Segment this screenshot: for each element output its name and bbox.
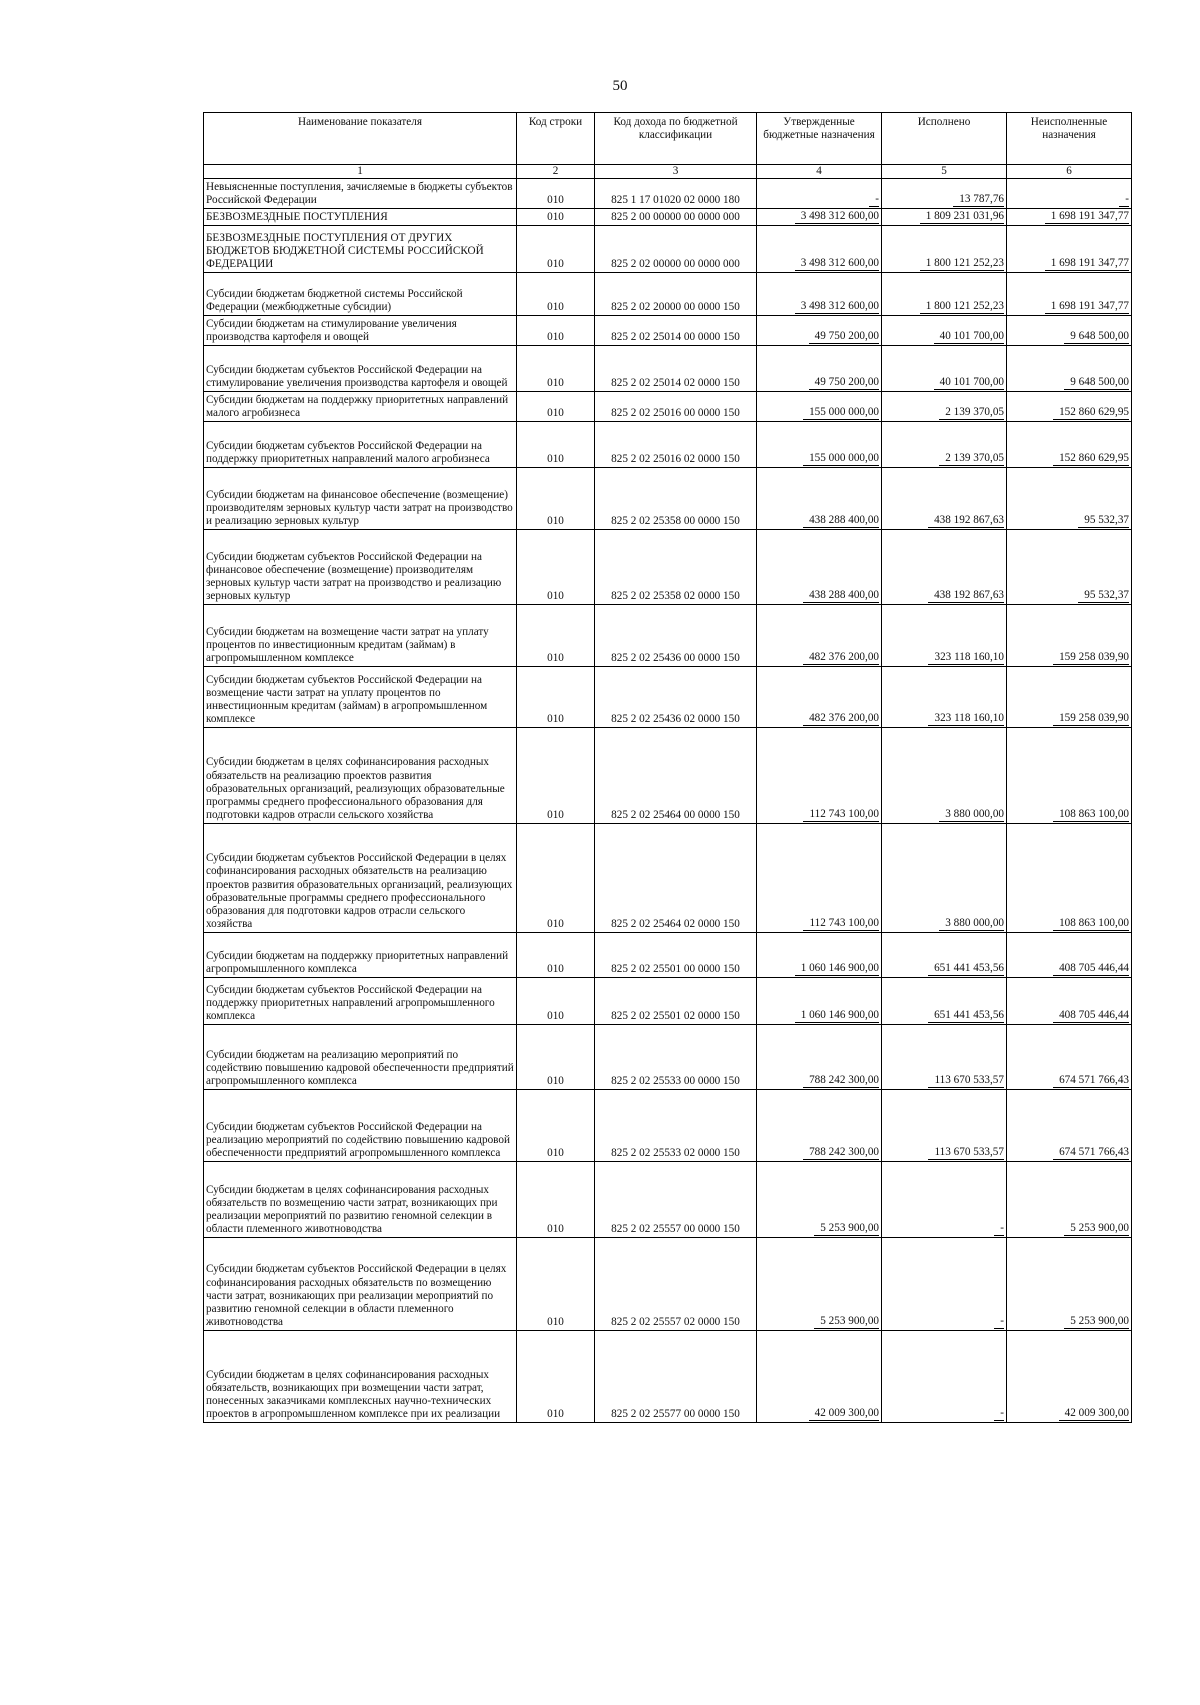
row-unexecuted [1007, 605, 1132, 667]
row-approved-value: 438 288 400,00 [803, 514, 879, 528]
table-row [204, 1238, 1132, 1331]
row-unexecuted [1007, 316, 1132, 346]
row-income-code: 825 2 02 25533 02 0000 150 [595, 1090, 757, 1162]
column-number: 2 [517, 165, 595, 179]
row-income-code: 825 2 02 25557 00 0000 150 [595, 1162, 757, 1238]
row-name: Субсидии бюджетам субъектов Российской Федерации в целях софинансирования расходных обязательств на реализацию проектов развития образовательных организаций, реализующих образовательные программы среднего профессионального образования для подготовки кадров отрасли сельского хозяйства [204, 824, 517, 933]
header-unexecuted: Неисполненные назначения [1007, 113, 1132, 165]
row-approved-value: 1 060 146 900,00 [795, 962, 879, 976]
row-income-code: 825 2 02 00000 00 0000 000 [595, 226, 757, 273]
column-number: 1 [204, 165, 517, 179]
row-income-code: 825 2 02 25436 02 0000 150 [595, 667, 757, 728]
row-name: Субсидии бюджетам субъектов Российской Федерации на возмещение части затрат на уплату процентов по инвестиционным кредитам (займам) в агропромышленном комплексе [204, 667, 517, 728]
row-executed-value: 1 800 121 252,23 [920, 257, 1004, 271]
table-row [204, 316, 1132, 346]
row-unexecuted-value: 5 253 900,00 [1064, 1222, 1129, 1236]
row-approved-value: 482 376 200,00 [803, 712, 879, 726]
row-approved-value: 5 253 900,00 [814, 1222, 879, 1236]
row-income-code: 825 2 02 25501 00 0000 150 [595, 933, 757, 978]
row-unexecuted-value: 1 698 191 347,77 [1045, 210, 1129, 224]
row-approved [757, 1025, 882, 1090]
column-number: 4 [757, 165, 882, 179]
row-executed-value: 3 880 000,00 [939, 917, 1004, 931]
row-approved-value: 49 750 200,00 [809, 376, 879, 390]
row-name: Субсидии бюджетам в целях софинансирования расходных обязательств по возмещению части затрат, возникающих при реализации мероприятий по развитию геномной селекции в области племенного животноводства [204, 1162, 517, 1238]
row-executed-value: 438 192 867,63 [928, 589, 1004, 603]
row-executed-value: 651 441 453,56 [928, 1009, 1004, 1023]
row-executed [882, 1162, 1007, 1238]
row-executed-value: 2 139 370,05 [939, 452, 1004, 466]
row-name: Субсидии бюджетам субъектов Российской Федерации на поддержку приоритетных направлений агропромышленного комплекса [204, 978, 517, 1025]
row-name: Субсидии бюджетам в целях софинансирования расходных обязательств на реализацию проектов развития образовательных организаций, реализующих образовательные программы среднего профессионального образования для подготовки кадров отрасли сельского хозяйства [204, 728, 517, 824]
row-executed [882, 1238, 1007, 1331]
row-executed-value: 323 118 160,10 [928, 712, 1004, 726]
row-executed [882, 273, 1007, 316]
row-name: БЕЗВОЗМЕЗДНЫЕ ПОСТУПЛЕНИЯ [204, 209, 517, 226]
row-unexecuted [1007, 346, 1132, 392]
row-unexecuted-value: 42 009 300,00 [1059, 1407, 1129, 1421]
row-unexecuted-value: 159 258 039,90 [1053, 712, 1129, 726]
row-executed [882, 667, 1007, 728]
table-row [204, 605, 1132, 667]
row-code: 010 [517, 667, 595, 728]
row-unexecuted [1007, 667, 1132, 728]
row-approved-value: 788 242 300,00 [803, 1146, 879, 1160]
row-approved-value: 482 376 200,00 [803, 651, 879, 665]
row-income-code: 825 1 17 01020 02 0000 180 [595, 179, 757, 209]
row-executed [882, 978, 1007, 1025]
column-numbers-row [204, 165, 1132, 179]
row-code: 010 [517, 179, 595, 209]
row-approved-value: 155 000 000,00 [803, 452, 879, 466]
row-executed-value: 323 118 160,10 [928, 651, 1004, 665]
row-code: 010 [517, 316, 595, 346]
row-approved-value: 3 498 312 600,00 [795, 210, 879, 224]
row-code: 010 [517, 605, 595, 667]
page-number: 50 [612, 78, 628, 94]
row-executed-value: 40 101 700,00 [934, 376, 1004, 390]
row-executed-value: 113 670 533,57 [928, 1074, 1004, 1088]
row-name: Субсидии бюджетам на возмещение части затрат на уплату процентов по инвестиционным кредитам (займам) в агропромышленном комплексе [204, 605, 517, 667]
row-unexecuted [1007, 728, 1132, 824]
row-executed [882, 392, 1007, 422]
row-unexecuted-value: 1 698 191 347,77 [1045, 300, 1129, 314]
row-executed [882, 346, 1007, 392]
row-executed [882, 1090, 1007, 1162]
row-unexecuted [1007, 824, 1132, 933]
header-row-code: Код строки [517, 113, 595, 165]
row-approved-value: 112 743 100,00 [803, 808, 879, 822]
row-code: 010 [517, 1238, 595, 1331]
row-approved-value: 112 743 100,00 [803, 917, 879, 931]
row-code: 010 [517, 346, 595, 392]
row-income-code: 825 2 02 25016 00 0000 150 [595, 392, 757, 422]
row-unexecuted-value: 95 532,37 [1078, 514, 1129, 528]
row-approved [757, 468, 882, 530]
table-row [204, 530, 1132, 605]
row-code: 010 [517, 422, 595, 468]
header-executed: Исполнено [882, 113, 1007, 165]
row-approved-value: 42 009 300,00 [809, 1407, 879, 1421]
table-row [204, 1090, 1132, 1162]
row-approved [757, 209, 882, 226]
table-row [204, 422, 1132, 468]
row-executed-value: 2 139 370,05 [939, 406, 1004, 420]
table-header-row [204, 113, 1132, 165]
row-income-code: 825 2 02 25016 02 0000 150 [595, 422, 757, 468]
row-income-code: 825 2 02 25436 00 0000 150 [595, 605, 757, 667]
row-approved [757, 978, 882, 1025]
row-executed [882, 209, 1007, 226]
row-income-code: 825 2 02 25577 00 0000 150 [595, 1331, 757, 1423]
row-executed [882, 824, 1007, 933]
row-name: БЕЗВОЗМЕЗДНЫЕ ПОСТУПЛЕНИЯ ОТ ДРУГИХ БЮДЖЕТОВ БЮДЖЕТНОЙ СИСТЕМЫ РОССИЙСКОЙ ФЕДЕРАЦИИ [204, 226, 517, 273]
row-name: Субсидии бюджетам в целях софинансирования расходных обязательств, возникающих при возмещении части затрат, понесенных заказчиками комплексных научно-технических проектов в агропромышленном комплексе при их реализации [204, 1331, 517, 1423]
row-income-code: 825 2 02 25358 00 0000 150 [595, 468, 757, 530]
row-approved [757, 273, 882, 316]
row-executed-value: - [994, 1407, 1004, 1421]
row-executed-value: 651 441 453,56 [928, 962, 1004, 976]
row-name: Субсидии бюджетам на поддержку приоритетных направлений малого агробизнеса [204, 392, 517, 422]
table-row [204, 346, 1132, 392]
row-unexecuted-value: 674 571 766,43 [1053, 1146, 1129, 1160]
row-unexecuted-value: 1 698 191 347,77 [1045, 257, 1129, 271]
row-unexecuted [1007, 530, 1132, 605]
row-code: 010 [517, 824, 595, 933]
row-unexecuted-value: 9 648 500,00 [1064, 376, 1129, 390]
row-name: Субсидии бюджетам субъектов Российской Федерации в целях софинансирования расходных обязательств по возмещению части затрат, возникающих при реализации мероприятий по развитию геномной селекции в области племенного животноводства [204, 1238, 517, 1331]
row-executed-value: 1 800 121 252,23 [920, 300, 1004, 314]
row-approved-value: 438 288 400,00 [803, 589, 879, 603]
row-income-code: 825 2 02 25464 00 0000 150 [595, 728, 757, 824]
row-unexecuted-value: 95 532,37 [1078, 589, 1129, 603]
row-unexecuted-value: - [1119, 193, 1129, 207]
row-unexecuted [1007, 1090, 1132, 1162]
row-approved [757, 179, 882, 209]
row-income-code: 825 2 02 25358 02 0000 150 [595, 530, 757, 605]
row-code: 010 [517, 1331, 595, 1423]
row-approved [757, 392, 882, 422]
row-approved [757, 933, 882, 978]
table-row [204, 179, 1132, 209]
row-unexecuted [1007, 1162, 1132, 1238]
row-approved [757, 1331, 882, 1423]
row-executed-value: 1 809 231 031,96 [920, 210, 1004, 224]
row-unexecuted-value: 159 258 039,90 [1053, 651, 1129, 665]
table-row [204, 933, 1132, 978]
row-approved-value: 49 750 200,00 [809, 330, 879, 344]
row-executed [882, 179, 1007, 209]
row-approved-value: 3 498 312 600,00 [795, 257, 879, 271]
row-code: 010 [517, 728, 595, 824]
row-approved [757, 422, 882, 468]
row-approved [757, 530, 882, 605]
row-name: Субсидии бюджетам субъектов Российской Федерации на стимулирование увеличения производства картофеля и овощей [204, 346, 517, 392]
row-executed [882, 422, 1007, 468]
table-row [204, 1162, 1132, 1238]
row-code: 010 [517, 933, 595, 978]
row-code: 010 [517, 1162, 595, 1238]
row-approved [757, 346, 882, 392]
row-approved [757, 605, 882, 667]
column-number: 5 [882, 165, 1007, 179]
table-row [204, 209, 1132, 226]
row-unexecuted [1007, 209, 1132, 226]
row-executed-value: 438 192 867,63 [928, 514, 1004, 528]
row-unexecuted [1007, 226, 1132, 273]
row-executed [882, 226, 1007, 273]
row-code: 010 [517, 468, 595, 530]
row-approved [757, 316, 882, 346]
row-approved-value: 788 242 300,00 [803, 1074, 879, 1088]
table-row [204, 978, 1132, 1025]
row-code: 010 [517, 1025, 595, 1090]
table-row [204, 392, 1132, 422]
row-name: Субсидии бюджетам субъектов Российской Федерации на поддержку приоритетных направлений малого агробизнеса [204, 422, 517, 468]
row-income-code: 825 2 02 25464 02 0000 150 [595, 824, 757, 933]
row-executed [882, 728, 1007, 824]
row-unexecuted [1007, 468, 1132, 530]
row-approved [757, 1238, 882, 1331]
table-row [204, 468, 1132, 530]
row-approved [757, 1162, 882, 1238]
row-unexecuted [1007, 179, 1132, 209]
row-unexecuted [1007, 1331, 1132, 1423]
row-unexecuted [1007, 422, 1132, 468]
row-income-code: 825 2 02 20000 00 0000 150 [595, 273, 757, 316]
row-executed-value: - [994, 1315, 1004, 1329]
row-code: 010 [517, 392, 595, 422]
column-number: 3 [595, 165, 757, 179]
table-row [204, 728, 1132, 824]
row-name: Субсидии бюджетам на стимулирование увеличения производства картофеля и овощей [204, 316, 517, 346]
table-row [204, 1331, 1132, 1423]
row-unexecuted-value: 152 860 629,95 [1053, 452, 1129, 466]
row-executed [882, 1025, 1007, 1090]
row-code: 010 [517, 1090, 595, 1162]
table-row [204, 273, 1132, 316]
row-name: Субсидии бюджетам субъектов Российской Федерации на финансовое обеспечение (возмещение) производителям зерновых культур части затрат на производство и реализацию зерновых культур [204, 530, 517, 605]
row-executed [882, 468, 1007, 530]
row-executed-value: 113 670 533,57 [928, 1146, 1004, 1160]
table-row [204, 667, 1132, 728]
row-name: Субсидии бюджетам на финансовое обеспечение (возмещение) производителям зерновых культур части затрат на производство и реализацию зерновых культур [204, 468, 517, 530]
row-unexecuted-value: 108 863 100,00 [1053, 808, 1129, 822]
row-income-code: 825 2 00 00000 00 0000 000 [595, 209, 757, 226]
row-code: 010 [517, 530, 595, 605]
row-unexecuted-value: 408 705 446,44 [1053, 1009, 1129, 1023]
row-approved [757, 824, 882, 933]
row-approved-value: 5 253 900,00 [814, 1315, 879, 1329]
row-unexecuted-value: 674 571 766,43 [1053, 1074, 1129, 1088]
column-number: 6 [1007, 165, 1132, 179]
budget-execution-table [203, 112, 1132, 1423]
row-approved [757, 226, 882, 273]
row-executed-value: 3 880 000,00 [939, 808, 1004, 822]
row-approved [757, 1090, 882, 1162]
row-executed [882, 605, 1007, 667]
row-name: Субсидии бюджетам на реализацию мероприятий по содействию повышению кадровой обеспеченности предприятий агропромышленного комплекса [204, 1025, 517, 1090]
row-unexecuted-value: 108 863 100,00 [1053, 917, 1129, 931]
row-executed-value: 40 101 700,00 [934, 330, 1004, 344]
table-row [204, 226, 1132, 273]
row-name: Невыясненные поступления, зачисляемые в бюджеты субъектов Российской Федерации [204, 179, 517, 209]
row-code: 010 [517, 209, 595, 226]
row-code: 010 [517, 978, 595, 1025]
row-name: Субсидии бюджетам субъектов Российской Федерации на реализацию мероприятий по содействию повышению кадровой обеспеченности предприятий агропромышленного комплекса [204, 1090, 517, 1162]
header-name: Наименование показателя [204, 113, 517, 165]
row-unexecuted-value: 152 860 629,95 [1053, 406, 1129, 420]
row-name: Субсидии бюджетам на поддержку приоритетных направлений агропромышленного комплекса [204, 933, 517, 978]
header-income-code: Код дохода по бюджетной классификации [595, 113, 757, 165]
row-approved [757, 667, 882, 728]
row-income-code: 825 2 02 25014 02 0000 150 [595, 346, 757, 392]
row-income-code: 825 2 02 25533 00 0000 150 [595, 1025, 757, 1090]
table-row [204, 1025, 1132, 1090]
row-unexecuted-value: 9 648 500,00 [1064, 330, 1129, 344]
row-executed-value: 13 787,76 [953, 193, 1004, 207]
row-unexecuted [1007, 392, 1132, 422]
row-unexecuted-value: 408 705 446,44 [1053, 962, 1129, 976]
row-approved [757, 728, 882, 824]
row-name: Субсидии бюджетам бюджетной системы Российской Федерации (межбюджетные субсидии) [204, 273, 517, 316]
row-unexecuted [1007, 1025, 1132, 1090]
row-approved-value: 1 060 146 900,00 [795, 1009, 879, 1023]
table-row [204, 824, 1132, 933]
row-unexecuted [1007, 978, 1132, 1025]
row-unexecuted [1007, 1238, 1132, 1331]
row-income-code: 825 2 02 25501 02 0000 150 [595, 978, 757, 1025]
row-approved-value: - [869, 193, 879, 207]
row-approved-value: 3 498 312 600,00 [795, 300, 879, 314]
row-executed [882, 530, 1007, 605]
row-income-code: 825 2 02 25557 02 0000 150 [595, 1238, 757, 1331]
row-unexecuted [1007, 273, 1132, 316]
row-executed-value: - [994, 1222, 1004, 1236]
row-code: 010 [517, 226, 595, 273]
row-code: 010 [517, 273, 595, 316]
row-unexecuted [1007, 933, 1132, 978]
table-body [204, 179, 1132, 1423]
row-unexecuted-value: 5 253 900,00 [1064, 1315, 1129, 1329]
header-approved: Утвержденные бюджетные назначения [757, 113, 882, 165]
row-income-code: 825 2 02 25014 00 0000 150 [595, 316, 757, 346]
row-executed [882, 1331, 1007, 1423]
row-executed [882, 316, 1007, 346]
row-executed [882, 933, 1007, 978]
row-approved-value: 155 000 000,00 [803, 406, 879, 420]
